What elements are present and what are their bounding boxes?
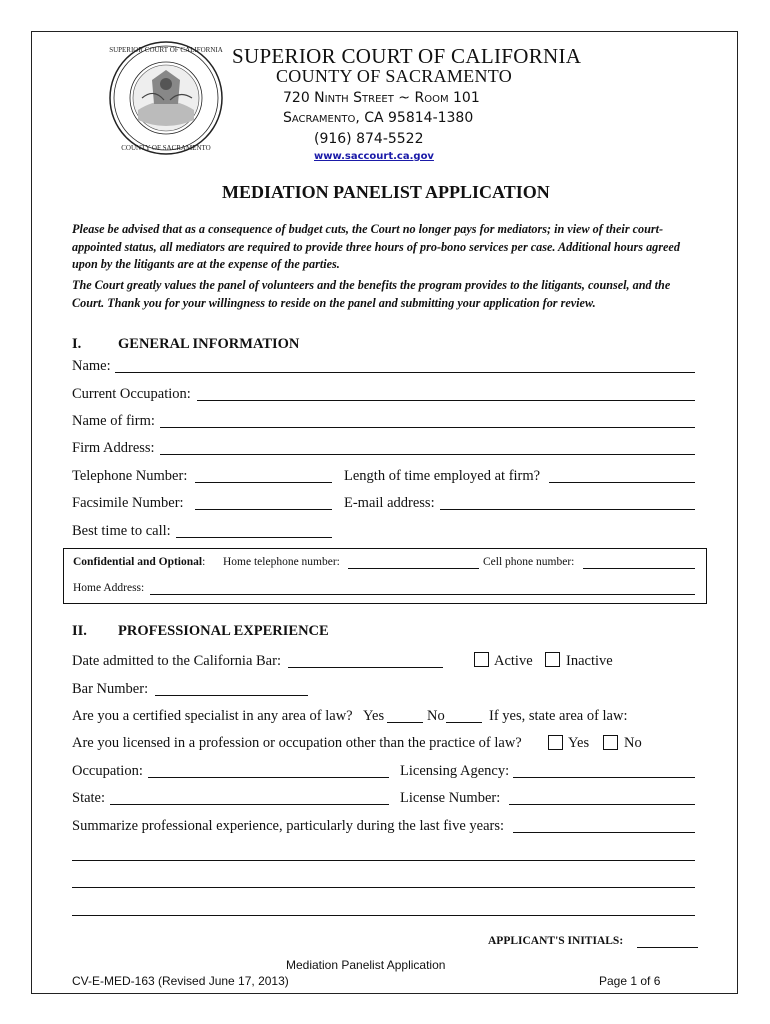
license-number-field[interactable] bbox=[509, 804, 695, 805]
home-address-label: Home Address: bbox=[73, 582, 145, 594]
footer-form-id: CV-E-MED-163 (Revised June 17, 2013) bbox=[72, 974, 289, 988]
occupation2-label: Occupation: bbox=[72, 763, 143, 779]
if-yes-label: If yes, state area of law: bbox=[489, 708, 628, 724]
summarize-field[interactable] bbox=[513, 832, 695, 833]
licensed-no-label: No bbox=[624, 735, 642, 751]
certified-no-label: No bbox=[427, 708, 445, 724]
section-1-title: GENERAL INFORMATION bbox=[118, 336, 300, 352]
best-time-field[interactable] bbox=[176, 537, 332, 538]
home-phone-field[interactable] bbox=[348, 568, 479, 569]
email-label: E-mail address: bbox=[344, 495, 435, 511]
telephone-field[interactable] bbox=[195, 482, 332, 483]
applicant-initials-field[interactable] bbox=[637, 947, 698, 948]
occupation2-field[interactable] bbox=[148, 777, 389, 778]
intro-paragraph-2: The Court greatly values the panel of volunteers and the benefits the program provides to the litigants, counsel, and the Court. Thank you for your willingness to reside on the panel and submitting your application for review. bbox=[72, 278, 671, 310]
name-label: Name: bbox=[72, 358, 111, 374]
court-phone: (916) 874-5522 bbox=[314, 131, 424, 147]
summary-line-3[interactable] bbox=[72, 915, 695, 916]
occupation-label: Current Occupation: bbox=[72, 386, 191, 402]
summarize-label: Summarize professional experience, particularly during the last five years: bbox=[72, 818, 505, 834]
best-time-label: Best time to call: bbox=[72, 523, 171, 539]
firm-address-label: Firm Address: bbox=[72, 440, 155, 456]
section-2-number: II. bbox=[72, 623, 87, 639]
date-admitted-field[interactable] bbox=[288, 667, 443, 668]
county-name: COUNTY OF SACRAMENTO bbox=[276, 66, 513, 86]
confidential-heading: Confidential and Optional: bbox=[73, 556, 206, 568]
date-admitted-label: Date admitted to the California Bar: bbox=[72, 653, 281, 669]
name-field[interactable] bbox=[115, 372, 695, 373]
licensing-agency-label: Licensing Agency: bbox=[400, 763, 510, 779]
court-website-link[interactable]: www.saccourt.ca.gov bbox=[314, 151, 434, 162]
certified-yes-label: Yes bbox=[363, 708, 385, 724]
summary-line-2[interactable] bbox=[72, 887, 695, 888]
summary-line-1[interactable] bbox=[72, 860, 695, 861]
applicant-initials-label: APPLICANT'S INITIALS: bbox=[488, 935, 624, 947]
seal-bottom-text: COUNTY OF SACRAMENTO bbox=[121, 144, 211, 152]
licensed-question: Are you licensed in a profession or occupation other than the practice of law? bbox=[72, 735, 522, 751]
cell-phone-label: Cell phone number: bbox=[483, 556, 575, 568]
licensed-yes-checkbox[interactable] bbox=[548, 735, 563, 750]
length-employed-label: Length of time employed at firm? bbox=[344, 468, 541, 484]
state-field[interactable] bbox=[110, 804, 389, 805]
court-name: SUPERIOR COURT OF CALIFORNIA bbox=[232, 44, 582, 68]
seal-top-text: SUPERIOR COURT OF CALIFORNIA bbox=[109, 46, 223, 54]
firm-name-field[interactable] bbox=[160, 427, 695, 428]
length-employed-field[interactable] bbox=[549, 482, 695, 483]
firm-address-field[interactable] bbox=[160, 454, 695, 455]
home-phone-label: Home telephone number: bbox=[223, 556, 340, 568]
certified-yes-field[interactable] bbox=[387, 722, 423, 723]
active-label: Active bbox=[494, 653, 533, 669]
telephone-label: Telephone Number: bbox=[72, 468, 188, 484]
footer-doc-title: Mediation Panelist Application bbox=[286, 958, 446, 972]
footer-page-number: Page 1 of 6 bbox=[599, 974, 661, 988]
licensed-yes-label: Yes bbox=[568, 735, 590, 751]
street-address: 720 Ninth Street ~ Room 101 bbox=[283, 90, 480, 106]
inactive-checkbox[interactable] bbox=[545, 652, 560, 667]
certified-no-field[interactable] bbox=[446, 722, 482, 723]
intro-paragraph-1: Please be advised that as a consequence of budget cuts, the Court no longer pays for mediators; in view of their court-appointed status, all mediators are required to provide three hours of pro-bono services per case. Additional hours agreed upon by the litigants are at the expense of the parties. bbox=[72, 222, 680, 271]
section-1-number: I. bbox=[72, 336, 82, 352]
occupation-field[interactable] bbox=[197, 400, 695, 401]
email-field[interactable] bbox=[440, 509, 695, 510]
section-2-title: PROFESSIONAL EXPERIENCE bbox=[118, 623, 329, 639]
city-address: Sacramento, CA 95814-1380 bbox=[283, 110, 474, 126]
facsimile-label: Facsimile Number: bbox=[72, 495, 184, 511]
active-checkbox[interactable] bbox=[474, 652, 489, 667]
certified-question: Are you a certified specialist in any area of law? bbox=[72, 708, 353, 724]
home-address-field[interactable] bbox=[150, 594, 695, 595]
facsimile-field[interactable] bbox=[195, 509, 332, 510]
firm-name-label: Name of firm: bbox=[72, 413, 155, 429]
state-label: State: bbox=[72, 790, 106, 806]
page-border bbox=[31, 31, 738, 994]
license-number-label: License Number: bbox=[400, 790, 501, 806]
licensed-no-checkbox[interactable] bbox=[603, 735, 618, 750]
bar-number-field[interactable] bbox=[155, 695, 308, 696]
inactive-label: Inactive bbox=[566, 653, 613, 669]
bar-number-label: Bar Number: bbox=[72, 681, 149, 697]
court-seal-icon bbox=[108, 40, 224, 156]
licensing-agency-field[interactable] bbox=[513, 777, 695, 778]
form-title: MEDIATION PANELIST APPLICATION bbox=[222, 182, 550, 202]
cell-phone-field[interactable] bbox=[583, 568, 695, 569]
